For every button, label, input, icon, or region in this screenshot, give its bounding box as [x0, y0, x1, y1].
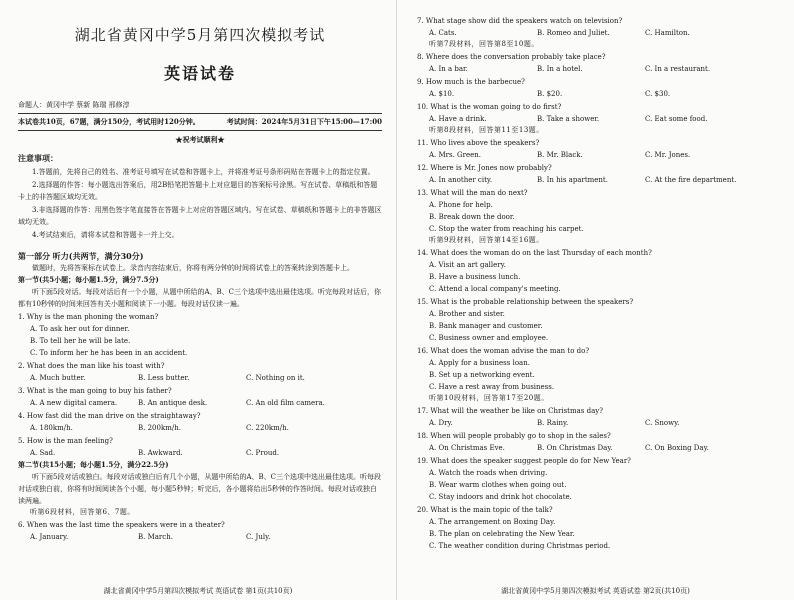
options-row: [417, 442, 782, 454]
setters-line: 命题人：黄冈中学 蔡新 陈瑞 邢修淳: [18, 100, 382, 114]
question: 10. What is the woman going to do first?: [417, 103, 562, 111]
section-2-intro: 听下面5段对话或独白。每段对话或独白后有几个小题，从题中所给的A、B、C三个选项中选出最佳选项。听每段对话或独白前，你将有时间阅读各个小题，每小题5秒钟；听完后，各小题将给出5秒钟的作答时间。每段对话或独白读两遍。: [18, 473, 382, 505]
option[interactable]: B. Romeo and Juliet.: [537, 29, 610, 37]
options-row: [417, 63, 782, 75]
option[interactable]: A. Brother and sister.: [429, 310, 505, 318]
option[interactable]: A. Apply for a business loan.: [429, 359, 530, 367]
options-row: [18, 531, 382, 543]
option[interactable]: A. $10.: [429, 90, 455, 98]
options-row: [417, 417, 782, 429]
option[interactable]: A. To ask her out for dinner.: [30, 325, 130, 333]
question: 20. What is the main topic of the talk?: [417, 506, 553, 514]
options-row: [417, 113, 782, 125]
option[interactable]: C. Attend a local company's meeting.: [429, 285, 561, 293]
option[interactable]: C. In a restaurant.: [645, 65, 711, 73]
option[interactable]: C. At the fire department.: [645, 176, 737, 184]
option[interactable]: B. In a hotel.: [537, 65, 583, 73]
page-2: [397, 0, 794, 600]
options-row: [18, 372, 382, 384]
question: 2. What does the man like his toast with?: [18, 362, 165, 370]
listening-instruction: 听第10段材料，回答第17至20题。: [429, 394, 549, 402]
option[interactable]: C. Stop the water from reaching his carpet.: [429, 225, 584, 233]
listening-instruction: 听第6段材料，回答第6、7题。: [30, 508, 135, 516]
question: 4. How fast did the man drive on the straightaway?: [18, 412, 201, 420]
option[interactable]: A. Dry.: [429, 419, 453, 427]
option[interactable]: B. Break down the door.: [429, 213, 515, 221]
question: 18. When will people probably go to shop in the sales?: [417, 432, 611, 440]
option[interactable]: A. Phone for help.: [429, 201, 493, 209]
options-row: [417, 149, 782, 161]
option[interactable]: A. Visit an art gallery.: [429, 261, 506, 269]
question: 5. How is the man feeling?: [18, 437, 113, 445]
option[interactable]: A. Sad.: [30, 449, 56, 457]
question: 13. What will the man do next?: [417, 189, 528, 197]
note-item: 1.答题前，先将自己的姓名、准考证号填写在试卷和答题卡上，并将准考证号条形码贴在答题卡上的指定位置。: [32, 168, 375, 176]
question-list: [417, 15, 782, 552]
option[interactable]: C. July.: [246, 533, 271, 541]
note-item: 4.考试结束后，请将本试卷和答题卡一并上交。: [32, 231, 179, 239]
option[interactable]: C. To inform her he has been in an accident.: [30, 349, 188, 357]
option[interactable]: B. Set up a networking event.: [429, 371, 535, 379]
option[interactable]: C. 220km/h.: [246, 424, 289, 432]
option[interactable]: C. Eat some food.: [645, 115, 708, 123]
exam-title: 湖北省黄冈中学5月第四次模拟考试: [74, 26, 326, 44]
option[interactable]: B. Take a shower.: [537, 115, 600, 123]
exam-subtitle: 英语试卷: [163, 64, 236, 83]
option[interactable]: B. In his apartment.: [537, 176, 608, 184]
option[interactable]: B. An antique desk.: [138, 399, 208, 407]
options-row: [18, 397, 382, 409]
option[interactable]: A. The arrangement on Boxing Day.: [429, 518, 556, 526]
option[interactable]: C. Business owner and employee.: [429, 334, 549, 342]
option[interactable]: B. 200km/h.: [138, 424, 181, 432]
exam-info-left: 本试卷共10页，67题，满分150分，考试用时120分钟。: [18, 117, 200, 126]
section-2-heading: 第二节(共15小题；每小题1.5分，满分22.5分): [18, 460, 169, 469]
question: 17. What will the weather be like on Christmas day?: [417, 407, 603, 415]
option[interactable]: B. Less butter.: [138, 374, 190, 382]
option[interactable]: C. Hamilton.: [645, 29, 690, 37]
question-list: [18, 311, 382, 459]
question: 15. What is the probable relationship between the speakers?: [417, 298, 634, 306]
options-row: [18, 447, 382, 459]
option[interactable]: A. January.: [30, 533, 69, 541]
option[interactable]: C. Snowy.: [645, 419, 680, 427]
option[interactable]: C. The weather condition during Christmas period.: [429, 542, 611, 550]
question: 11. Who lives above the speakers?: [417, 139, 540, 147]
option[interactable]: A. In another city.: [429, 176, 493, 184]
option[interactable]: A. In a bar.: [429, 65, 468, 73]
question: 3. What is the man going to buy his father?: [18, 387, 172, 395]
part-intro: 做题时，先将答案标在试卷上。录音内容结束后，你将有两分钟的时间将试卷上的答案转涂到答题卡上。: [32, 264, 354, 272]
section-1-intro: 听下面5段对话。每段对话后有一个小题，从题中所给的A、B、C三个选项中选出最佳选项。听完每段对话后，你都有10秒钟的时间来回答有关小题和阅读下一小题。每段对话仅读一遍。: [18, 288, 382, 308]
notes-title: 注意事项：: [18, 153, 58, 163]
option[interactable]: B. Mr. Black.: [537, 151, 583, 159]
option[interactable]: C. On Boxing Day.: [645, 444, 709, 452]
page-footer: 湖北省黄冈中学5月第四次模拟考试 英语试卷 第1页(共10页): [103, 587, 293, 595]
option[interactable]: B. On Christmas Day.: [537, 444, 613, 452]
option[interactable]: B. Wear warm clothes when going out.: [429, 481, 567, 489]
option[interactable]: B. Rainy.: [537, 419, 569, 427]
option[interactable]: C. Have a rest away from business.: [429, 383, 555, 391]
option[interactable]: A. Watch the roads when driving.: [429, 469, 548, 477]
question: 7. What stage show did the speakers watch on television?: [417, 17, 623, 25]
option[interactable]: A. Much butter.: [30, 374, 86, 382]
option[interactable]: C. Proud.: [246, 449, 280, 457]
option[interactable]: C. Stay indoors and drink hot chocolate.: [429, 493, 572, 501]
option[interactable]: C. An old film camera.: [246, 399, 325, 407]
question: 8. Where does the conversation probably take place?: [417, 53, 606, 61]
listening-instruction: 听第9段材料，回答第14至16题。: [429, 236, 544, 244]
note-item: 2.选择题的作答：每小题选出答案后，用2B铅笔把答题卡上对应题目的答案标号涂黑。写在试卷、草稿纸和答题卡上的非答题区域均无效。: [18, 181, 378, 201]
option[interactable]: B. To tell her he will be late.: [30, 337, 131, 345]
listening-instruction: 听第8段材料，回答第11至13题。: [429, 126, 544, 134]
exam-info: [18, 114, 382, 131]
option[interactable]: B. Awkward.: [138, 449, 183, 457]
options-row: [417, 88, 782, 100]
option[interactable]: B. The plan on celebrating the New Year.: [429, 530, 575, 538]
option[interactable]: B. March.: [138, 533, 173, 541]
option[interactable]: A. Mrs. Green.: [429, 151, 482, 159]
question: 6. When was the last time the speakers were in a theater?: [18, 521, 225, 529]
part-heading: 第一部分 听力(共两节，满分30分): [18, 251, 144, 261]
section-1-heading: 第一节(共5小题；每小题1.5分，满分7.5分): [18, 275, 159, 284]
options-row: [18, 422, 382, 434]
notes-list: [18, 166, 382, 241]
option[interactable]: C. $30.: [645, 90, 671, 98]
option[interactable]: C. Mr. Jones.: [645, 151, 691, 159]
option[interactable]: A. A new digital camera.: [30, 399, 118, 407]
option[interactable]: B. Have a business lunch.: [429, 273, 521, 281]
options-row: [417, 174, 782, 186]
option[interactable]: B. Bank manager and customer.: [429, 322, 543, 330]
options-row: [417, 27, 782, 39]
good-luck-banner: ★祝考试顺利★: [175, 135, 225, 144]
option[interactable]: A. Cats.: [429, 29, 457, 37]
question: 12. Where is Mr. Jones now probably?: [417, 164, 552, 172]
option[interactable]: A. Have a drink.: [429, 115, 487, 123]
question: 14. What does the woman do on the last Thursday of each month?: [417, 249, 652, 257]
option[interactable]: A. 180km/h.: [30, 424, 73, 432]
option[interactable]: A. On Christmas Eve.: [429, 444, 505, 452]
listening-instruction: 听第7段材料，回答第8至10题。: [429, 40, 539, 48]
question: 9. How much is the barbecue?: [417, 78, 525, 86]
question: 19. What does the speaker suggest people do for New Year?: [417, 457, 631, 465]
note-item: 3.非选择题的作答：用黑色签字笔直接答在答题卡上对应的答题区域内。写在试卷、草稿纸和答题卡上的非答题区域均无效。: [18, 206, 382, 226]
page-footer: 湖北省黄冈中学5月第四次模拟考试 英语试卷 第2页(共10页): [501, 587, 690, 595]
exam-info-right: 考试时间：2024年5月31日下午15:00—17:00: [226, 117, 382, 126]
option[interactable]: C. Nothing on it.: [246, 374, 305, 382]
option[interactable]: B. $20.: [537, 90, 563, 98]
question: 1. Why is the man phoning the woman?: [18, 313, 159, 321]
question: 16. What does the woman advise the man to do?: [417, 347, 590, 355]
